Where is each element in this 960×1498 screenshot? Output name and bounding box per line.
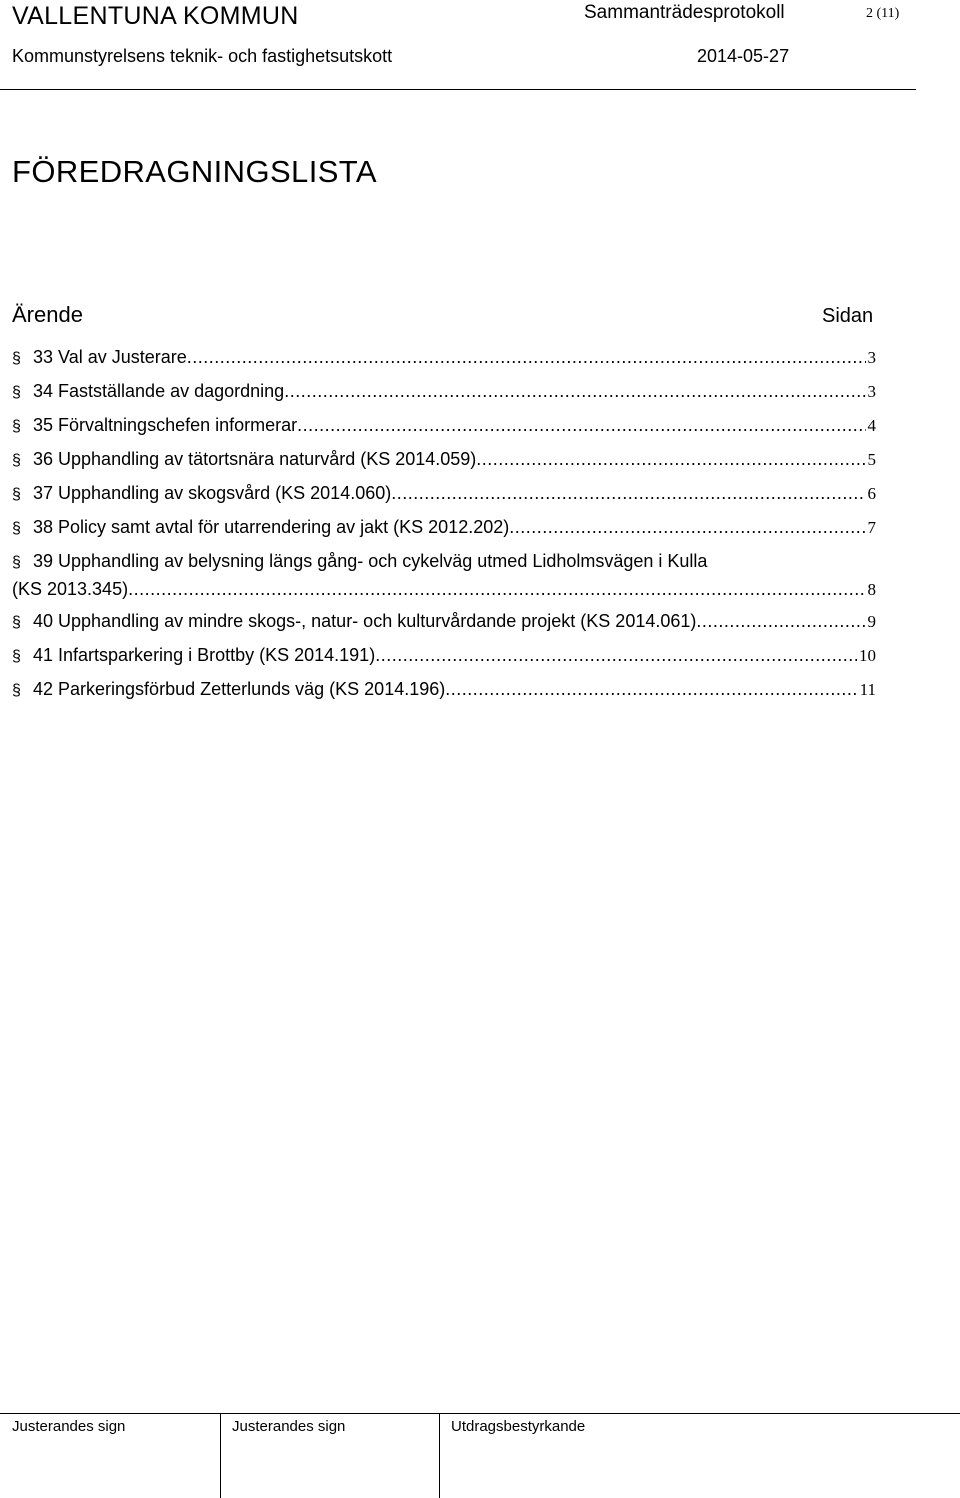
meeting-date: 2014-05-27 [697, 46, 790, 66]
agenda-item-text: 35 Förvaltningschefen informerar [33, 415, 298, 435]
agenda-item[interactable] [12, 374, 876, 408]
agenda-item[interactable] [12, 510, 876, 544]
section-sign-icon: § [12, 648, 21, 665]
agenda-item-text: 33 Val av Justerare [33, 347, 187, 367]
page-title: FÖREDRAGNINGSLISTA [12, 154, 377, 189]
dot-leader [696, 604, 865, 638]
dot-leader [391, 476, 865, 510]
org-name: VALLENTUNA KOMMUN [12, 2, 299, 30]
agenda-item[interactable] [12, 638, 876, 672]
agenda-item-text: 39 Upphandling av belysning längs gång- och cykelväg utmed Lidholmsvägen i Kulla [33, 551, 708, 571]
agenda-item-text: 38 Policy samt avtal för utarrendering av jakt (KS 2012.202) [33, 517, 510, 537]
agenda-item-page: 5 [867, 450, 876, 469]
agenda-item-text: 37 Upphandling av skogsvård (KS 2014.060) [33, 483, 392, 503]
agenda-item-text: 36 Upphandling av tätortsnära naturvård (KS 2014.059) [33, 449, 477, 469]
column-header-page: Sidan [822, 305, 874, 327]
agenda-item-text: 34 Fastställande av dagordning [33, 381, 285, 401]
section-sign-icon: § [12, 614, 21, 631]
section-sign-icon: § [12, 486, 21, 503]
agenda-item-text: 40 Upphandling av mindre skogs-, natur- och kulturvårdande projekt (KS 2014.061) [33, 611, 697, 631]
signature-footer [0, 1413, 960, 1498]
dot-leader [297, 408, 865, 442]
agenda-item[interactable] [12, 604, 876, 638]
dot-leader [476, 442, 865, 476]
dot-leader [128, 574, 865, 604]
dot-leader [375, 638, 857, 672]
section-sign-icon: § [12, 682, 21, 699]
agenda-item-page: 6 [867, 484, 876, 503]
agenda-item[interactable] [12, 548, 876, 574]
agenda-item-page: 8 [867, 580, 876, 599]
committee-name: Kommunstyrelsens teknik- och fastighetsutskott [12, 46, 393, 66]
section-sign-icon: § [12, 350, 21, 367]
agenda-item-page: 7 [867, 518, 876, 537]
agenda-item-text: 42 Parkeringsförbud Zetterlunds väg (KS 2014.196) [33, 679, 446, 699]
section-sign-icon: § [12, 418, 21, 435]
signature-box[interactable] [220, 1414, 440, 1498]
section-sign-icon: § [12, 520, 21, 537]
agenda-item[interactable] [12, 476, 876, 510]
agenda-item-page: 10 [859, 646, 876, 665]
agenda-item-page: 3 [867, 382, 876, 401]
agenda-item-page: 4 [867, 416, 876, 435]
signature-label: Justerandes sign [12, 1418, 126, 1435]
agenda-item-continuation[interactable] [12, 574, 876, 604]
dot-leader [509, 510, 865, 544]
signature-box[interactable] [0, 1414, 221, 1498]
section-sign-icon: § [12, 452, 21, 469]
section-sign-icon: § [12, 384, 21, 401]
agenda-item-page: 3 [867, 348, 876, 367]
column-header-matter: Ärende [12, 302, 83, 327]
document-type: Sammanträdesprotokoll [584, 2, 785, 23]
dot-leader [187, 340, 866, 374]
agenda-list [12, 340, 876, 706]
agenda-item[interactable] [12, 408, 876, 442]
agenda-item[interactable] [12, 340, 876, 374]
dot-leader [445, 672, 857, 706]
agenda-item-page: 9 [867, 612, 876, 631]
agenda-item[interactable] [12, 442, 876, 476]
agenda-item-text: 41 Infartsparkering i Brottby (KS 2014.191) [33, 645, 376, 665]
signature-label: Justerandes sign [232, 1418, 346, 1435]
dot-leader [284, 374, 865, 408]
certification-label: Utdragsbestyrkande [451, 1418, 586, 1435]
section-sign-icon: § [12, 554, 21, 571]
header-rule [0, 89, 916, 90]
agenda-item-text: (KS 2013.345) [12, 579, 129, 599]
certification-box[interactable] [439, 1414, 960, 1498]
page-number: 2 (11) [866, 6, 900, 21]
agenda-item[interactable] [12, 672, 876, 706]
agenda-item-page: 11 [859, 680, 876, 699]
